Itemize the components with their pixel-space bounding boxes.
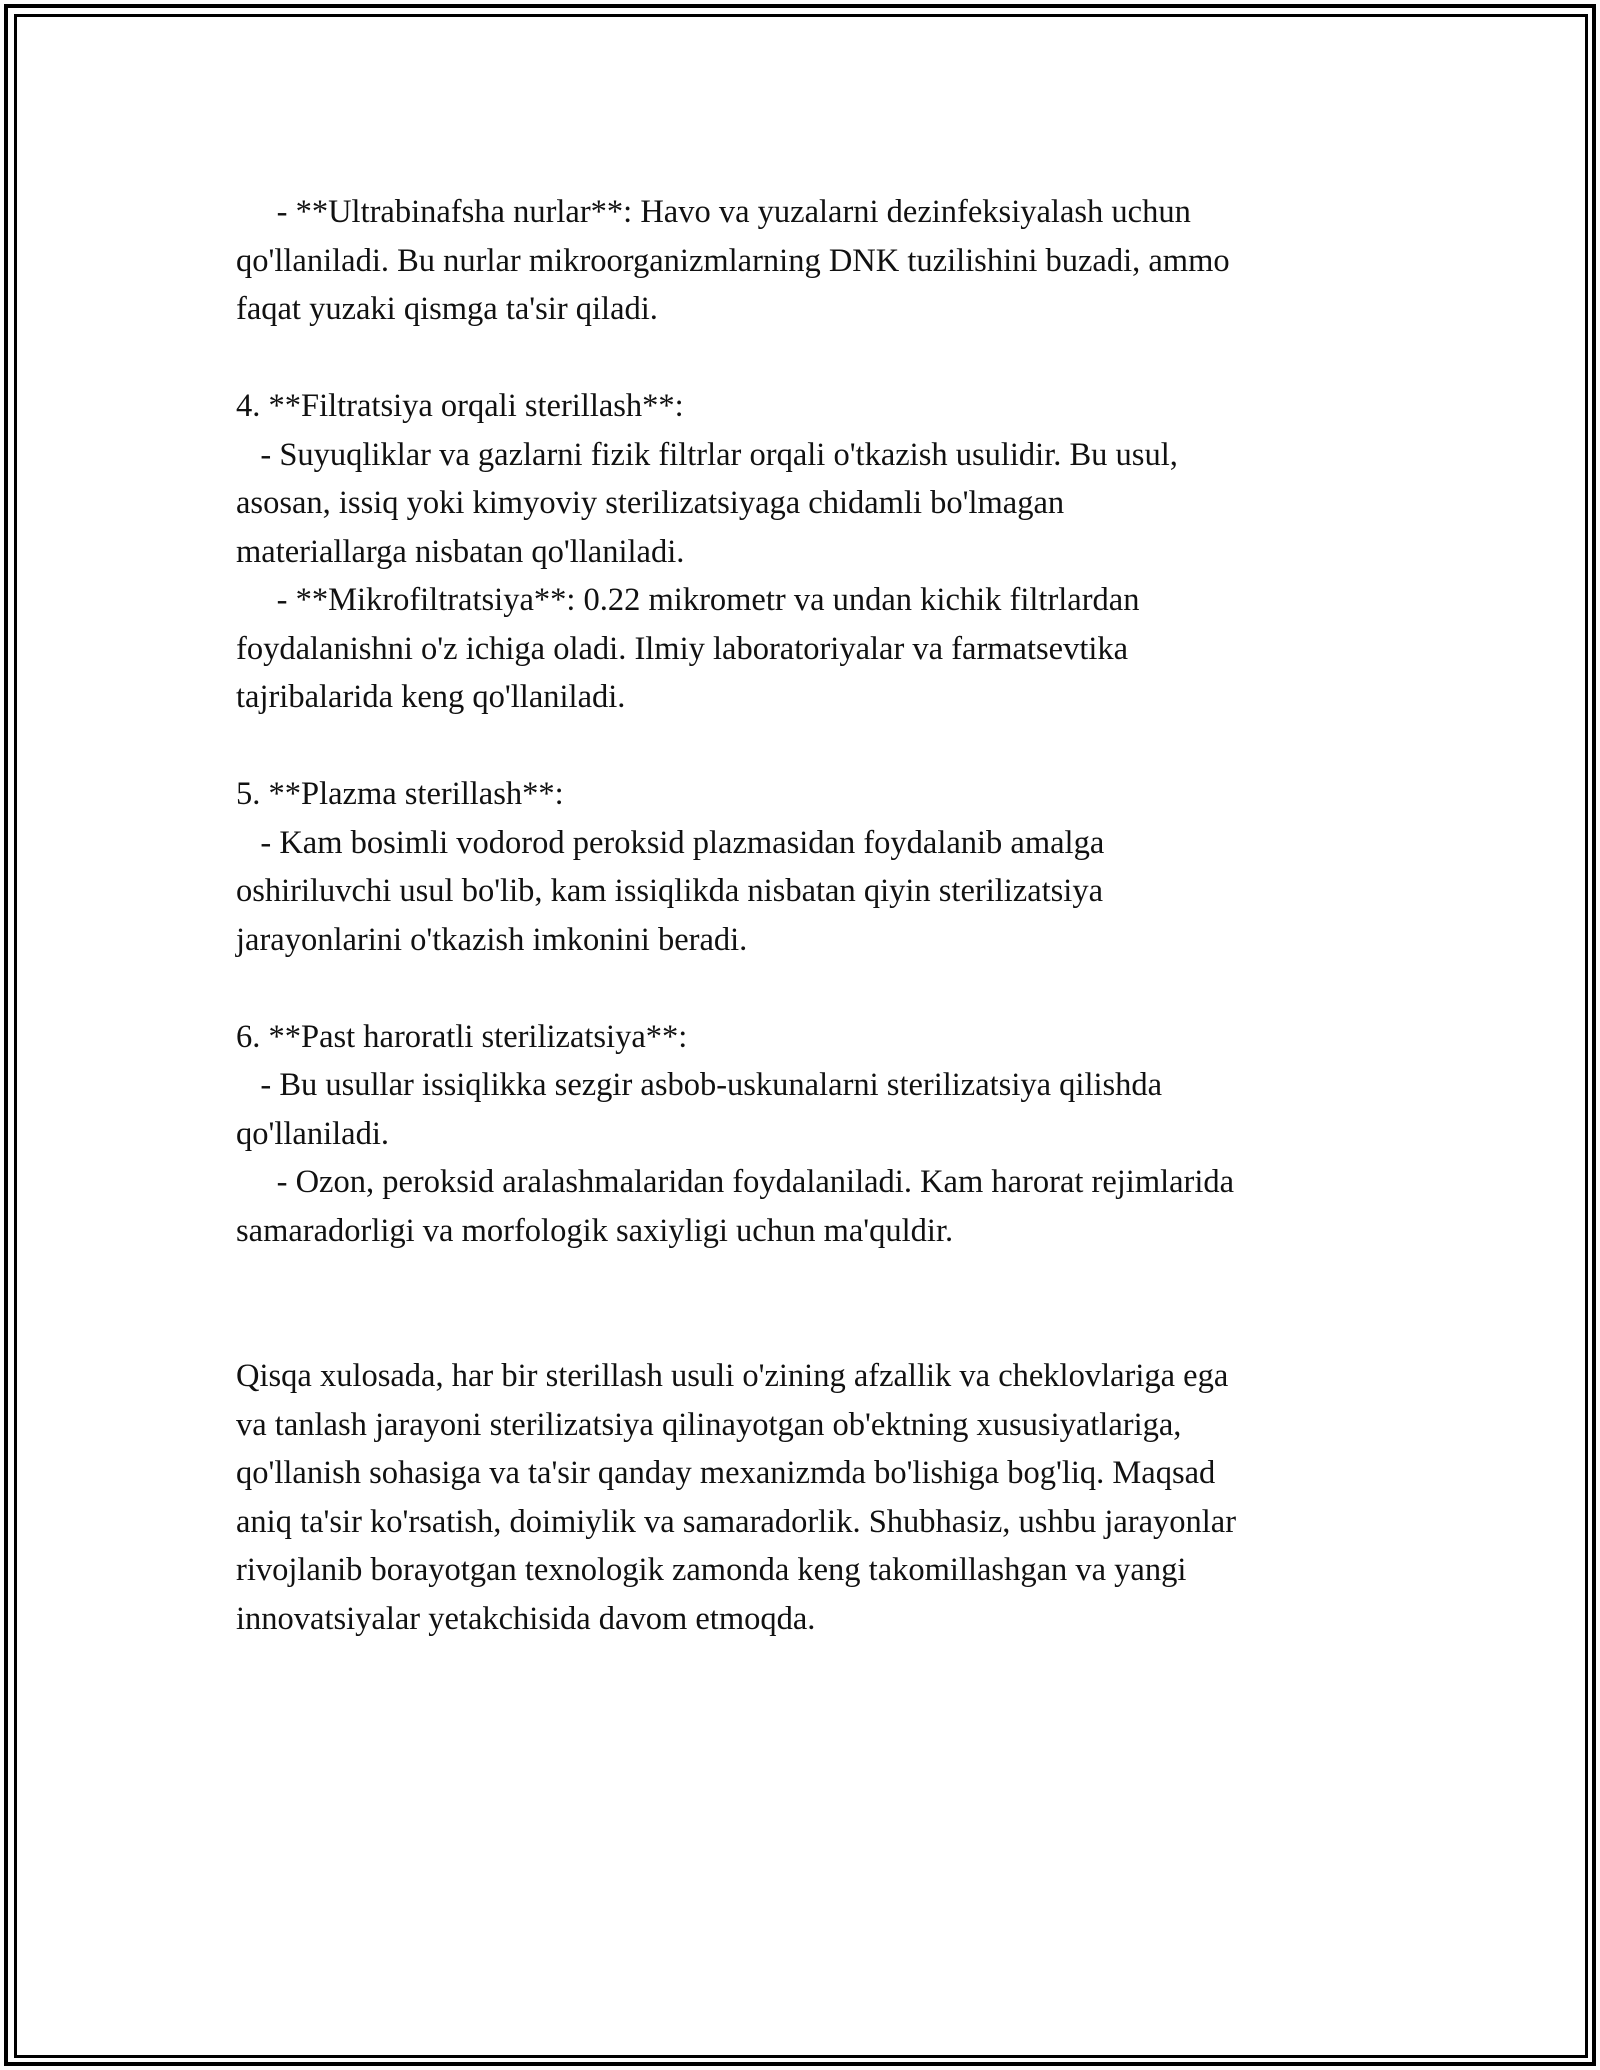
section-plasma: [236, 770, 1396, 964]
uv-paragraph: [236, 188, 1396, 334]
text-line: rivojlanib borayotgan texnologik zamonda keng takomillashgan va yangi: [236, 1552, 1187, 1588]
text-line: - Ozon, peroksid aralashmalaridan foydalaniladi. Kam harorat rejimlarida: [236, 1164, 1235, 1200]
conclusion-paragraph: [236, 1352, 1396, 1643]
section-filtration: [236, 382, 1396, 722]
text-line: aniq ta'sir ko'rsatish, doimiylik va samaradorlik. Shubhasiz, ushbu jarayonlar: [236, 1503, 1237, 1540]
text-line: - **Ultrabinafsha nurlar**: Havo va yuzalarni dezinfeksiyalash uchun: [236, 194, 1191, 230]
text-line: qo'llaniladi.: [236, 1115, 389, 1152]
document-body: [236, 188, 1396, 1643]
section-heading: 6. **Past haroratli sterilizatsiya**:: [236, 1018, 688, 1055]
text-line: va tanlash jarayoni sterilizatsiya qilinayotgan ob'ektning xususiyatlariga,: [236, 1406, 1182, 1443]
text-line: qo'llanish sohasiga va ta'sir qanday mexanizmda bo'lishiga bog'liq. Maqsad: [236, 1455, 1216, 1491]
text-line: - Bu usullar issiqlikka sezgir asbob-uskunalarni sterilizatsiya qilishda: [236, 1067, 1163, 1103]
text-line: jarayonlarini o'tkazish imkonini beradi.: [236, 921, 748, 958]
section-low-temperature: [236, 1013, 1396, 1256]
section-heading: 5. **Plazma sterillash**:: [236, 776, 564, 812]
text-line: faqat yuzaki qismga ta'sir qiladi.: [236, 291, 658, 327]
paragraph-gap: [236, 1255, 1396, 1352]
text-line: materiallarga nisbatan qo'llaniladi.: [236, 533, 685, 570]
text-line: tajribalarida keng qo'llaniladi.: [236, 679, 626, 715]
section-heading: 4. **Filtratsiya orqali sterillash**:: [236, 388, 684, 424]
text-line: samaradorligi va morfologik saxiyligi uchun ma'quldir.: [236, 1212, 954, 1249]
blank-line: [236, 334, 1396, 383]
text-line: Qisqa xulosada, har bir sterillash usuli o'zining afzallik va cheklovlariga ega: [236, 1358, 1229, 1394]
text-line: asosan, issiq yoki kimyoviy sterilizatsiyaga chidamli bo'lmagan: [236, 485, 1065, 521]
text-line: - **Mikrofiltratsiya**: 0.22 mikrometr va undan kichik filtrlardan: [236, 582, 1140, 618]
text-line: - Suyuqliklar va gazlarni fizik filtrlar orqali o'tkazish usulidir. Bu usul,: [236, 436, 1178, 473]
text-line: qo'llaniladi. Bu nurlar mikroorganizmlarning DNK tuzilishini buzadi, ammo: [236, 242, 1230, 279]
text-line: foydalanishni o'z ichiga oladi. Ilmiy laboratoriyalar va farmatsevtika: [236, 630, 1129, 667]
blank-line: [236, 722, 1396, 771]
text-line: - Kam bosimli vodorod peroksid plazmasidan foydalanib amalga: [236, 824, 1105, 861]
text-line: innovatsiyalar yetakchisida davom etmoqda.: [236, 1600, 816, 1637]
text-line: oshiriluvchi usul bo'lib, kam issiqlikda nisbatan qiyin sterilizatsiya: [236, 873, 1104, 909]
blank-line: [236, 964, 1396, 1013]
